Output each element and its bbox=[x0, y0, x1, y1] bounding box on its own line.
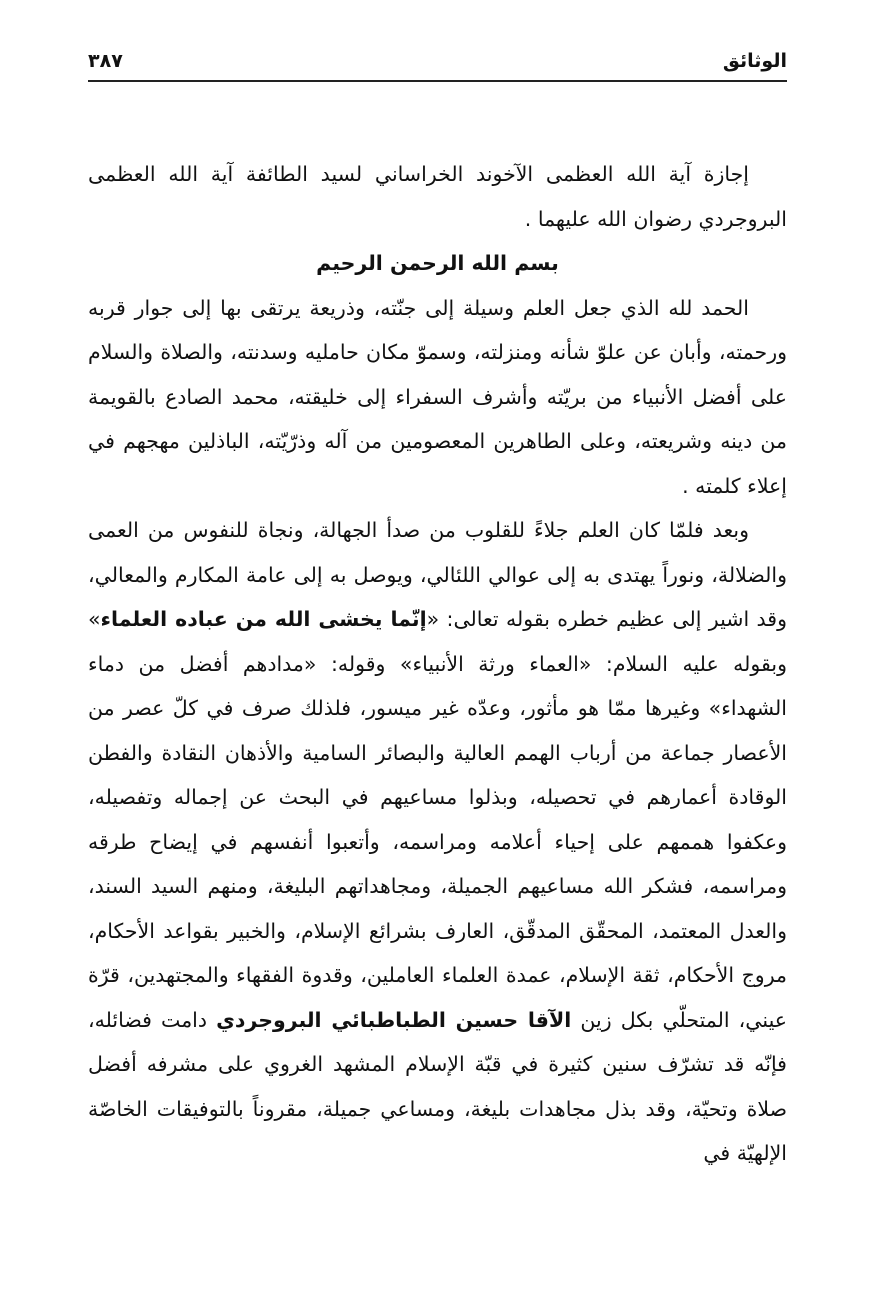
header-divider bbox=[88, 80, 787, 82]
scholar-name: الآقا حسين الطباطبائي البروجردي bbox=[216, 1007, 572, 1032]
page-number: ٣٨٧ bbox=[88, 50, 123, 72]
running-title: الوثائق bbox=[722, 50, 787, 72]
paragraph-main-text-1: وبعد فلمّا كان العلم جلاءً للقلوب من صدأ الجهالة، ونجاة للنفوس من العمى والضلالة، ونوراً يهتدى به إلى عوالي اللئالي، ويوصل به إلى عامة المكارم والمعالي، وقد اشير إلى عظيم خطره بقوله تعالى: « bbox=[88, 518, 787, 631]
paragraph-main-text-3: دامت فضائله، فإنّه قد تشرّف سنين كثيرة في قبّة الإسلام المشهد الغروي على مشرفه أفضل صلاة وتحيّة، وقد بذل مجاهدات بليغة، ومساعي جميلة، مقروناً بالتوفيقات الخاصّة الإلهيّة في bbox=[88, 1007, 787, 1165]
quran-verse: إنّما يخشى الله من عباده العلماء bbox=[100, 607, 427, 631]
document-body bbox=[88, 152, 787, 1176]
document-intro: إجازة آية الله العظمى الآخوند الخراساني لسيد الطائفة آية الله العظمى البروجردي رضوان الله عليهما . bbox=[88, 162, 787, 231]
paragraph-main-text-2: » وبقوله عليه السلام: «العماء ورثة الأنبياء» وقوله: «مدادهم أفضل من دماء الشهداء» وغيرها ممّا هو مأثور، وعدّه غير ميسور، فلذلك صرف في كلّ عصر من الأعصار جماعة من أرباب الهمم العالية والبصائر السامية والأذهان النقادة والفطن الوقادة أعمارهم في تحصيله، وبذلوا مساعيهم في البحث عن إجماله وتفصيله، وعكفوا هممهم على إحياء أعلامه ومراسمه، وأتعبوا أنفسهم في إيضاح طرقه ومراسمه، فشكر الله مساعيهم الجميلة، ومجاهداتهم البليغة، ومنهم السيد السند، والعدل المعتمد، المحقّق المدقّق، العارف بشرائع الإسلام، والخبير بقواعد الأحكام، مروج الأحكام، ثقة الإسلام، عمدة العلماء العاملين، وقدوة الفقهاء والمجتهدين، قرّة عيني، المتحلّي بكل زين bbox=[88, 607, 787, 1032]
paragraph-main bbox=[88, 508, 787, 1176]
basmala-heading: بسم الله الرحمن الرحيم bbox=[316, 251, 559, 275]
paragraph-praise: الحمد لله الذي جعل العلم وسيلة إلى جنّته، وذريعة يرتقى بها إلى جوار قربه ورحمته، وأبان عن علوّ شأنه ومنزلته، وسموّ مكان حامليه وسدنته، والصلاة والسلام على أفضل الأنبياء من بريّته وأشرف السفراء إلى خليقته، محمد الصادع بالقويمة من دينه وشريعته، وعلى الطاهرين المعصومين من آله وذرّيّته، الباذلين مهجهم في إعلاء كلمته . bbox=[88, 295, 787, 498]
running-header bbox=[88, 28, 787, 72]
